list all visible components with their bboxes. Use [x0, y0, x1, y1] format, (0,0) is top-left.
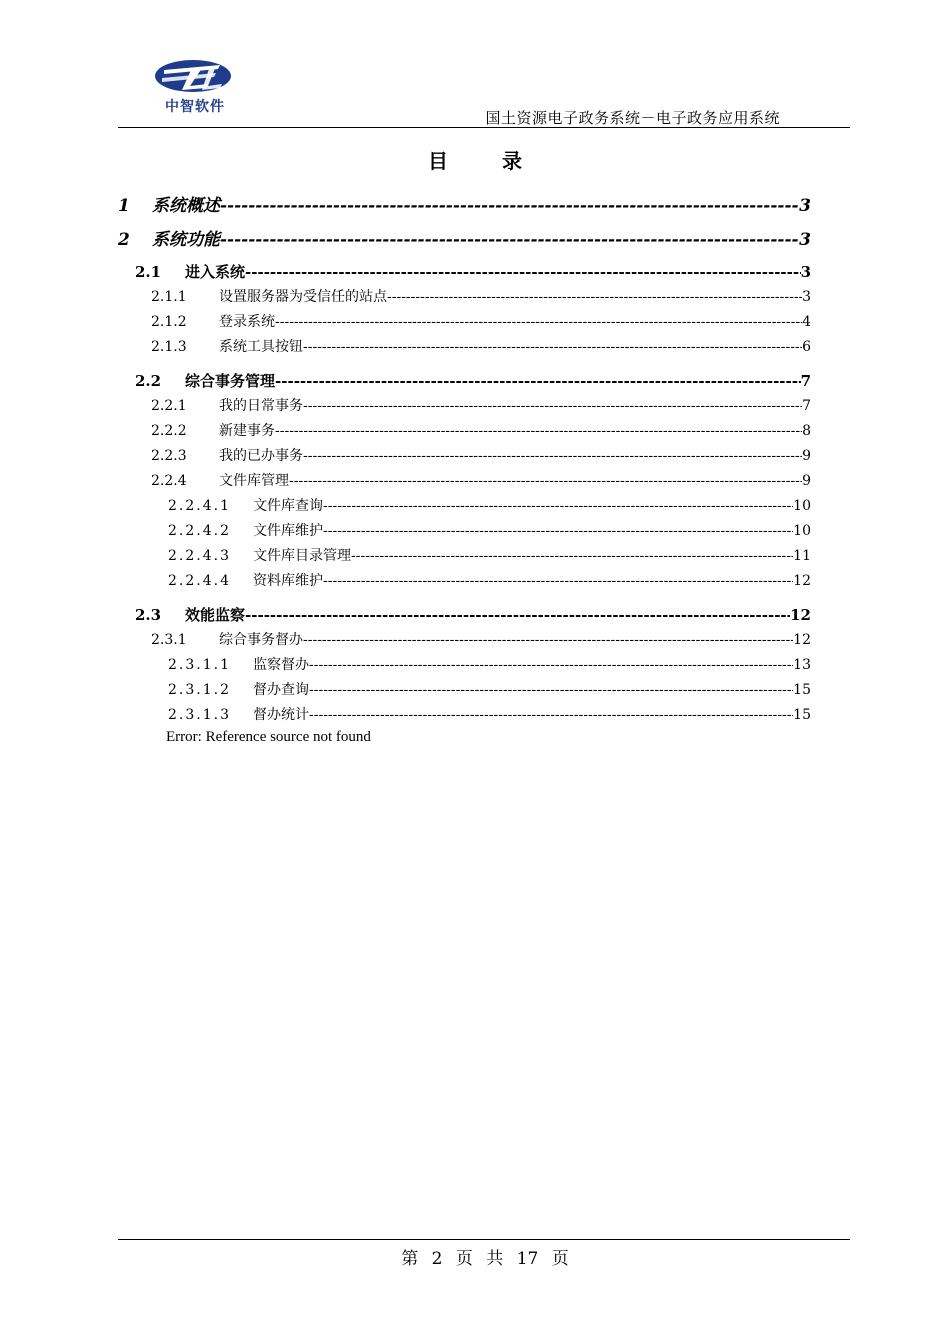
logo-text: 中智软件 — [165, 99, 225, 115]
toc-entry-page: 15 — [793, 707, 811, 723]
toc-entry[interactable] — [168, 570, 811, 590]
toc-entry-number: 2.2.4.4 — [168, 573, 231, 589]
toc-entry-title: 文件库维护 — [253, 523, 323, 539]
toc-entry-title: 系统概述 — [152, 196, 220, 216]
toc-leader-dots — [309, 657, 793, 673]
toc-entry-page: 3 — [802, 289, 811, 305]
toc-leader-dots — [220, 196, 799, 216]
page-footer: 第 2 页 共 17 页 — [401, 1249, 569, 1269]
toc-leader-dots — [220, 230, 799, 250]
toc-entry-title: 进入系统 — [185, 263, 246, 281]
toc-entry[interactable] — [135, 370, 811, 391]
toc-entry-page: 12 — [793, 632, 811, 648]
toc-entry-page: 9 — [802, 473, 811, 489]
toc-entry-number: 2.2.2 — [151, 423, 187, 439]
toc-leader-dots — [275, 314, 802, 330]
toc-entry-number: 2.3 — [135, 606, 162, 624]
toc-entry-title: 综合事务管理 — [185, 372, 276, 390]
toc-entry-title: 新建事务 — [219, 423, 275, 439]
toc-entry[interactable] — [151, 336, 811, 356]
zl-logo-icon — [150, 56, 240, 100]
toc-entry[interactable] — [151, 445, 811, 465]
toc-entry[interactable] — [118, 225, 811, 250]
toc-entry-title: 登录系统 — [219, 314, 275, 330]
toc-entry[interactable] — [168, 520, 811, 540]
toc-entry-page: 4 — [802, 314, 811, 330]
toc-entry-number: 2.2 — [135, 372, 162, 390]
toc-entry-page: 15 — [793, 682, 811, 698]
toc-entry-number: 1 — [118, 196, 130, 216]
toc-title — [0, 145, 950, 174]
toc-leader-dots — [275, 423, 802, 439]
toc-entry-title: 资料库维护 — [253, 573, 323, 589]
toc-entry[interactable] — [168, 679, 811, 699]
toc-leader-dots — [245, 263, 801, 281]
toc-entry-title: 我的日常事务 — [219, 398, 303, 414]
toc-entry-title: 我的已办事务 — [219, 448, 303, 464]
toc-entry-title: 文件库查询 — [253, 498, 323, 514]
toc-entry[interactable] — [168, 654, 811, 674]
toc-entry-title: 督办查询 — [253, 682, 309, 698]
toc-leader-dots — [309, 707, 793, 723]
toc-leader-dots — [303, 339, 802, 355]
header-divider — [118, 127, 850, 128]
toc-entry-title: 系统功能 — [152, 230, 220, 250]
toc-entry-number: 2.1.3 — [151, 339, 187, 355]
toc-entry[interactable] — [135, 604, 811, 625]
toc-entry-number: 2.1 — [135, 263, 162, 281]
toc-entry-number: 2.3.1.1 — [168, 657, 231, 673]
toc-entry-title: 文件库管理 — [219, 473, 289, 489]
toc-entry-page: 7 — [802, 398, 811, 414]
toc-entry-page: 8 — [802, 423, 811, 439]
toc-entry-page: 6 — [802, 339, 811, 355]
toc-entry-page: 13 — [793, 657, 811, 673]
toc-entry-page: 3 — [799, 230, 811, 250]
toc-leader-dots — [303, 632, 793, 648]
toc-entry[interactable] — [151, 629, 811, 649]
toc-entry[interactable] — [135, 261, 811, 282]
toc-leader-dots — [309, 682, 793, 698]
toc-entry-title: 监察督办 — [253, 657, 309, 673]
toc-entry-title: 效能监察 — [185, 606, 246, 624]
toc-entry-page: 12 — [790, 606, 811, 624]
toc-entry-page: 7 — [800, 372, 811, 390]
toc-title-part1: 目 — [428, 149, 448, 173]
toc-entry[interactable] — [168, 704, 811, 724]
toc-entry-page: 3 — [799, 196, 811, 216]
toc-leader-dots — [323, 573, 793, 589]
company-logo — [150, 56, 240, 118]
toc-entry-number: 2.2.1 — [151, 398, 187, 414]
toc-leader-dots — [275, 372, 801, 390]
toc-leader-dots — [289, 473, 802, 489]
toc-entry-number: 2.1.2 — [151, 314, 187, 330]
toc-entry-page: 12 — [793, 573, 811, 589]
toc-entry-number: 2 — [118, 230, 130, 250]
toc-entry-number: 2.3.1.3 — [168, 707, 231, 723]
toc-entry-number: 2.2.4.1 — [168, 498, 231, 514]
toc-entry-title: 设置服务器为受信任的站点 — [219, 289, 387, 305]
toc-title-part2: 录 — [502, 149, 522, 173]
toc-entry-page: 10 — [793, 498, 811, 514]
toc-entry-title: 综合事务督办 — [219, 632, 303, 648]
toc-entry-number: 2.2.4.3 — [168, 548, 231, 564]
toc-entry-number: 2.3.1 — [151, 632, 187, 648]
toc-entry-title: 文件库目录管理 — [253, 548, 351, 564]
reference-error-text: Error: Reference source not found — [166, 729, 371, 745]
toc-entry-number: 2.2.4 — [151, 473, 187, 489]
toc-leader-dots — [323, 523, 793, 539]
toc-entry[interactable] — [151, 286, 811, 306]
toc-leader-dots — [245, 606, 790, 624]
toc-entry[interactable] — [151, 470, 811, 490]
toc-leader-dots — [303, 448, 802, 464]
toc-entry-number: 2.2.4.2 — [168, 523, 231, 539]
toc-entry-title: 系统工具按钮 — [219, 339, 303, 355]
toc-entry-page: 3 — [800, 263, 811, 281]
toc-leader-dots — [303, 398, 802, 414]
toc-entry-number: 2.1.1 — [151, 289, 187, 305]
toc-entry-title: 督办统计 — [253, 707, 309, 723]
toc-entry[interactable] — [151, 420, 811, 440]
header-title: 国土资源电子政务系统－电子政务应用系统 — [485, 109, 780, 127]
footer-divider — [118, 1239, 850, 1240]
toc-entry-number: 2.2.3 — [151, 448, 187, 464]
toc-entry[interactable] — [118, 191, 811, 216]
toc-entry[interactable] — [168, 545, 811, 565]
toc-entry-number: 2.3.1.2 — [168, 682, 231, 698]
toc-entry[interactable] — [151, 395, 811, 415]
toc-leader-dots — [351, 548, 793, 564]
toc-entry-page: 9 — [802, 448, 811, 464]
toc-leader-dots — [387, 289, 802, 305]
toc-entry-page: 10 — [793, 523, 811, 539]
toc-entry[interactable] — [151, 311, 811, 331]
toc-leader-dots — [323, 498, 793, 514]
toc-entry-page: 11 — [793, 548, 811, 564]
toc-entry[interactable] — [168, 495, 811, 515]
